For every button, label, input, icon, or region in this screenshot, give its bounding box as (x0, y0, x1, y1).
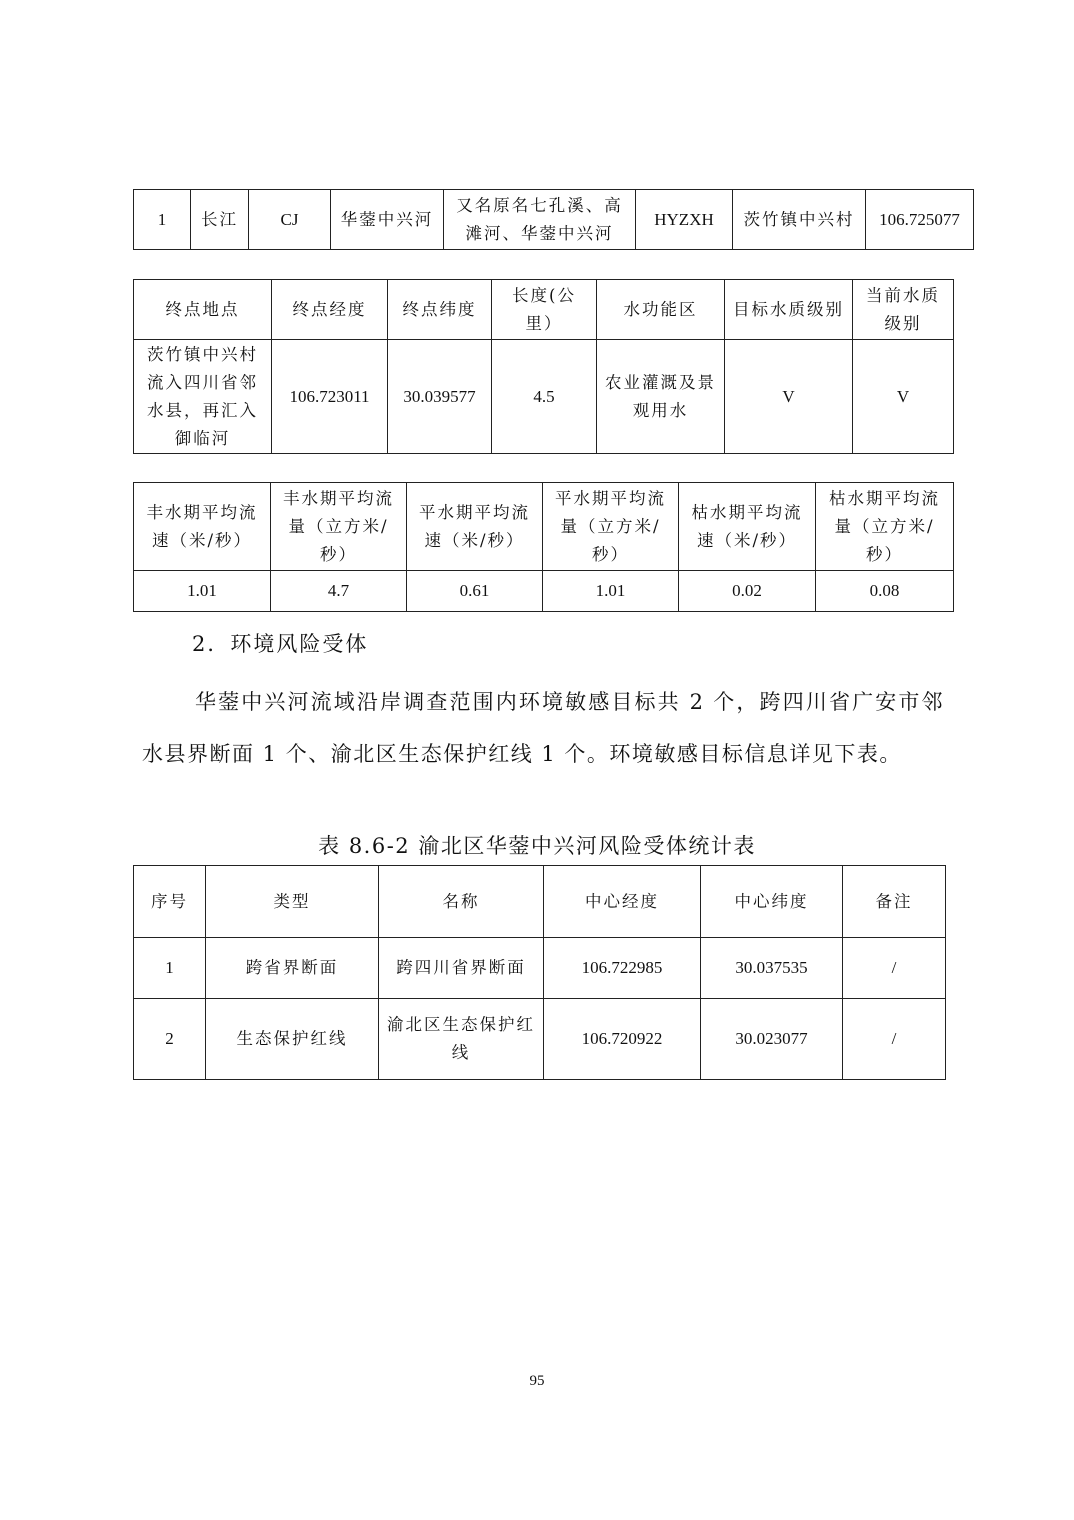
table-cell: 0.61 (407, 571, 543, 612)
table-cell: 渝北区生态保护红线 (379, 999, 544, 1080)
body-paragraph: 华蓥中兴河流域沿岸调查范围内环境敏感目标共 2 个，跨四川省广安市邻水县界断面 1 个、渝北区生态保护红线 1 个。环境敏感目标信息详见下表。 (142, 690, 944, 766)
table-cell: 106.722985 (544, 938, 701, 999)
table-cell: HYZXH (636, 190, 733, 250)
table-row (134, 571, 954, 612)
river-info-table (133, 189, 974, 250)
table-cell: 又名原名七孔溪、高滩河、华蓥中兴河 (444, 190, 636, 250)
table-header: 当前水质级别 (853, 280, 954, 340)
table-cell: V (853, 340, 954, 454)
table-cell: 长江 (191, 190, 249, 250)
table-cell: 1.01 (134, 571, 271, 612)
table-header: 目标水质级别 (725, 280, 853, 340)
table-cell: 2 (134, 999, 206, 1080)
table-header: 类型 (206, 866, 379, 938)
table-header: 终点地点 (134, 280, 272, 340)
table-cell: 0.08 (816, 571, 954, 612)
table-cell: 茨竹镇中兴村流入四川省邻水县，再汇入御临河 (134, 340, 272, 454)
table-cell: 30.023077 (701, 999, 843, 1080)
table-header: 序号 (134, 866, 206, 938)
table-header: 枯水期平均流量（立方米/秒） (816, 483, 954, 571)
table-header: 终点纬度 (388, 280, 492, 340)
table-header: 丰水期平均流速（米/秒） (134, 483, 271, 571)
section-heading: 2．环境风险受体 (192, 632, 369, 656)
table-cell: 1 (134, 190, 191, 250)
table-cell: CJ (249, 190, 331, 250)
table-header: 终点经度 (272, 280, 388, 340)
table-header-row (134, 866, 946, 938)
endpoint-table (133, 279, 954, 454)
risk-receptor-table (133, 865, 946, 1080)
table-cell: 30.039577 (388, 340, 492, 454)
table-cell: 4.5 (492, 340, 597, 454)
table-row (134, 190, 974, 250)
table-cell: 30.037535 (701, 938, 843, 999)
table-header: 名称 (379, 866, 544, 938)
page-number: 95 (529, 1373, 545, 1389)
table-header-row (134, 280, 954, 340)
table-header: 丰水期平均流量（立方米/秒） (271, 483, 407, 571)
table-cell: V (725, 340, 853, 454)
table-cell: 1 (134, 938, 206, 999)
table-header: 平水期平均流速（米/秒） (407, 483, 543, 571)
table-header-row (134, 483, 954, 571)
table-row (134, 340, 954, 454)
table-header: 中心纬度 (701, 866, 843, 938)
table-cell: 106.723011 (272, 340, 388, 454)
table-cell: 4.7 (271, 571, 407, 612)
table-header: 枯水期平均流速（米/秒） (679, 483, 816, 571)
table-cell: 跨四川省界断面 (379, 938, 544, 999)
table-header: 平水期平均流量（立方米/秒） (543, 483, 679, 571)
table-cell: 106.725077 (866, 190, 974, 250)
table-cell: 生态保护红线 (206, 999, 379, 1080)
table-cell: 0.02 (679, 571, 816, 612)
table-cell: / (843, 938, 946, 999)
table-cell: / (843, 999, 946, 1080)
table-cell: 1.01 (543, 571, 679, 612)
table-header: 备注 (843, 866, 946, 938)
table-cell: 跨省界断面 (206, 938, 379, 999)
table-row (134, 999, 946, 1080)
table-row (134, 938, 946, 999)
table-header: 水功能区 (597, 280, 725, 340)
flow-table (133, 482, 954, 612)
table-header: 中心经度 (544, 866, 701, 938)
table-header: 长度(公里） (492, 280, 597, 340)
table-cell: 106.720922 (544, 999, 701, 1080)
table-cell: 华蓥中兴河 (331, 190, 444, 250)
table-cell: 农业灌溉及景观用水 (597, 340, 725, 454)
table-cell: 茨竹镇中兴村 (733, 190, 866, 250)
table-caption: 表 8.6-2 渝北区华蓥中兴河风险受体统计表 (318, 834, 756, 858)
